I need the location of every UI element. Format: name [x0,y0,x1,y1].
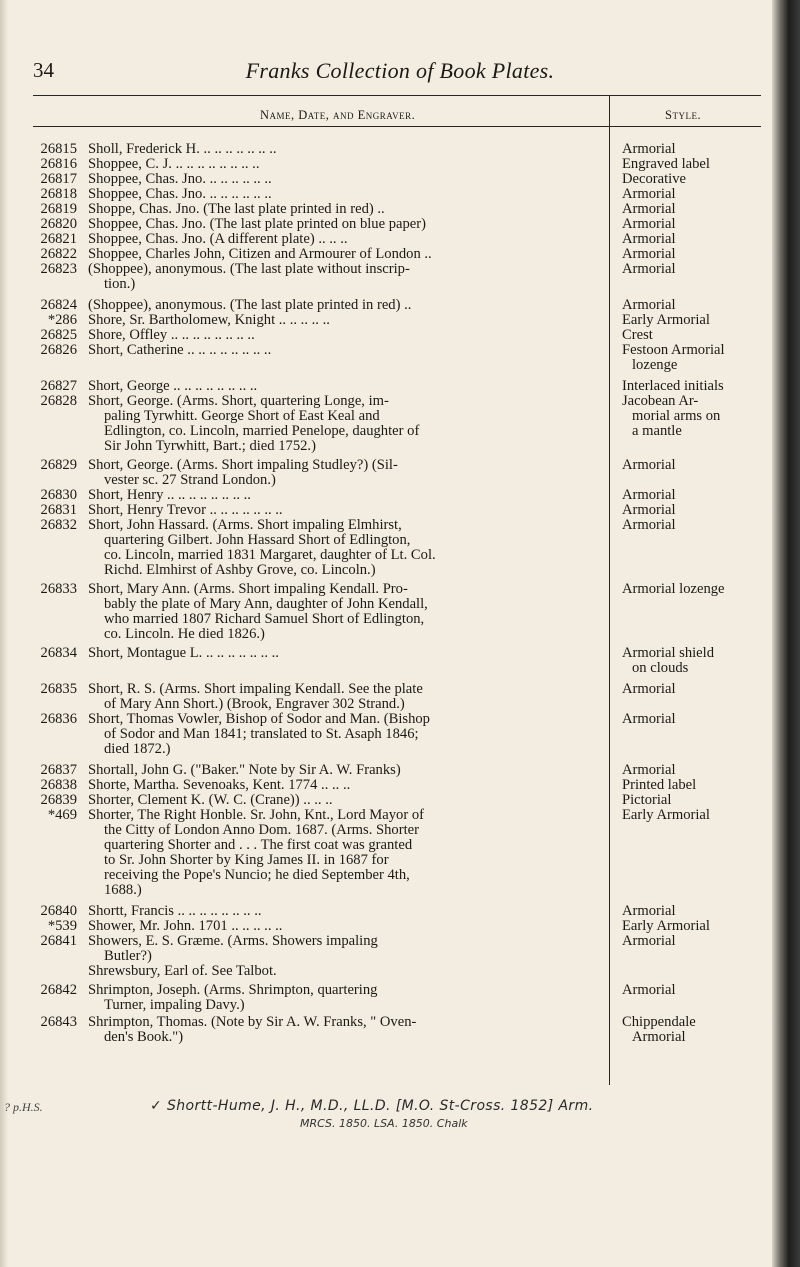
entry-style [622,142,782,157]
entry-description [88,172,596,187]
entry-row [0,313,800,328]
entry-description [88,808,596,898]
entry-row [0,247,800,262]
entry-number: 26838 [40,777,77,793]
entry-number: 26843 [40,1014,77,1030]
entry-number: 26831 [40,502,77,518]
entry-description [88,232,596,247]
entry-style-line: a mantle [632,423,682,439]
header-bottom-rule [33,126,761,127]
entry-number: 26822 [40,246,77,262]
entry-description [88,582,596,642]
column-header-style: Style. [665,108,702,122]
entry-row [0,808,800,898]
entry-description-line: Shortt, Francis .. .. .. .. .. .. .. .. [88,903,262,919]
margin-annotation: ? p.H.S. [4,1100,43,1114]
entry-style [622,1015,782,1045]
entry-description-line: Shower, Mr. John. 1701 .. .. .. .. .. [88,918,283,934]
entry-description-line: (Shoppee), anonymous. (The last plate printed in red) .. [88,297,412,313]
entry-description-line: Butler?) [104,948,152,964]
entry-number: 26842 [40,982,77,998]
entry-row [0,582,800,642]
entry-description [88,343,596,358]
entry-description-line: quartering Shorter and . . . The first coat was granted [104,837,413,853]
entry-row [0,328,800,343]
entry-style [622,394,782,439]
entry-row [0,262,800,292]
entry-description [88,646,596,661]
entry-style-line: Armorial [622,711,676,727]
entry-description [88,187,596,202]
entry-style-line: Armorial [622,517,676,533]
entry-style [622,582,782,597]
entry-style [622,217,782,232]
entry-number: 26830 [40,487,77,503]
entry-description [88,503,596,518]
column-header-name: Name, Date, and Engraver. [260,108,416,122]
entry-row [0,778,800,793]
entry-description-line: Shoppee, Chas. Jno. (A different plate) .. .. .. [88,231,348,247]
entry-row [0,187,800,202]
entry-number: 26840 [40,903,77,919]
entry-style-line: Armorial [622,261,676,277]
entry-row [0,202,800,217]
entry-description-line: Shore, Sr. Bartholomew, Knight .. .. .. .. .. [88,312,330,328]
entry-row [0,142,800,157]
entry-style [622,793,782,808]
entry-style [622,247,782,262]
entry-row [0,379,800,394]
entry-number: 26829 [40,457,77,473]
entry-number: 26835 [40,681,77,697]
entry-number: 26821 [40,231,77,247]
entry-row [0,217,800,232]
entry-style-line: Armorial [622,903,676,919]
entry-style [622,763,782,778]
entry-description [88,328,596,343]
entry-description-line: Shoppee, Chas. Jno. .. .. .. .. .. .. [88,171,272,187]
entry-number: 26818 [40,186,77,202]
page-header [0,58,800,88]
entry-row [0,904,800,919]
entry-row [0,919,800,934]
entry-description-line: Sir John Tyrwhitt, Bart.; died 1752.) [104,438,316,454]
entry-number: 26836 [40,711,77,727]
entry-description-line: (Shoppee), anonymous. (The last plate without inscrip- [88,261,410,277]
entry-description-line: of Sodor and Man 1841; translated to St. Asaph 1846; [104,726,419,742]
entry-description [88,217,596,232]
entry-description [88,712,596,757]
entry-description-line: receiving the Pope's Nuncio; he died September 4th, [104,867,410,883]
entry-number: 26833 [40,581,77,597]
entry-style-line: Armorial [622,246,676,262]
entry-description [88,458,596,488]
entry-style [622,919,782,934]
entry-style-line: Crest [622,327,653,343]
entry-style-line: Armorial [622,762,676,778]
entry-description-line: Short, Henry Trevor .. .. .. .. .. .. .. [88,502,283,518]
entry-row [0,934,800,979]
entry-row [0,157,800,172]
entry-number: *469 [47,807,77,823]
entry-style [622,488,782,503]
entry-description-line: to Sr. John Shorter by King James II. in 1687 for [104,852,389,868]
entry-style-line: Armorial [622,457,676,473]
entry-description [88,142,596,157]
entry-style [622,934,782,949]
entry-style-line: Armorial [632,1029,686,1045]
entry-style [622,343,782,373]
entry-description-line: Shoppee, C. J. .. .. .. .. .. .. .. .. [88,156,260,172]
entry-style-line: Decorative [622,171,687,187]
entry-description-line: Short, John Hassard. (Arms. Short impaling Elmhirst, [88,517,402,533]
entry-description-line: who married 1807 Richard Samuel Short of Edlington, [104,611,425,627]
entry-style [622,458,782,473]
entry-style [622,172,782,187]
entry-row [0,503,800,518]
entry-description-line: tion.) [104,276,136,292]
entry-style [622,298,782,313]
entry-description-line: Shortall, John G. ("Baker." Note by Sir A. W. Franks) [88,762,401,778]
entry-style [622,904,782,919]
entry-description [88,313,596,328]
entry-description-line: Short, George .. .. .. .. .. .. .. .. [88,378,258,394]
entry-row [0,298,800,313]
entry-description-line: died 1872.) [104,741,171,757]
entry-style-line: Early Armorial [622,312,710,328]
entry-description-line: Shore, Offley .. .. .. .. .. .. .. .. [88,327,255,343]
entry-style-line: Armorial [622,231,676,247]
entry-description [88,488,596,503]
entry-style [622,682,782,697]
entry-description [88,983,596,1013]
entry-description-line: co. Lincoln. He died 1826.) [104,626,265,642]
entry-number: 26832 [40,517,77,533]
entry-row [0,983,800,1013]
entry-style-line: lozenge [632,357,678,373]
entry-row [0,646,800,676]
entry-description-line: den's Book.") [104,1029,184,1045]
entry-description-line: Sholl, Frederick H. .. .. .. .. .. .. .. [88,141,277,157]
page-edge-shadow [772,0,800,1267]
entry-description-line: Richd. Elmhirst of Ashby Grove, co. Lincoln.) [104,562,376,578]
entry-style-line: Chippendale [622,1014,696,1030]
entry-description [88,682,596,712]
entry-style-line: Armorial [622,201,676,217]
entry-description-line: bably the plate of Mary Ann, daughter of John Kendall, [104,596,428,612]
handwritten-note-2: MRCS. 1850. LSA. 1850. Chalk [300,1117,468,1130]
entry-description-line: Shoppee, Charles John, Citizen and Armourer of London .. [88,246,432,262]
entry-style [622,379,782,394]
entry-description-line: Shorter, The Right Honble. Sr. John, Knt., Lord Mayor of [88,807,424,823]
entry-row [0,232,800,247]
entry-style [622,232,782,247]
entry-row [0,343,800,373]
entry-description-line: vester sc. 27 Strand London.) [104,472,276,488]
entry-row [0,488,800,503]
entry-row [0,793,800,808]
page-number: 34 [33,58,54,82]
entry-description-line: Shoppee, Chas. Jno. (The last plate printed on blue paper) [88,216,427,232]
entry-description-line: 1688.) [104,882,142,898]
entry-row [0,172,800,187]
entry-style-line: Armorial [622,297,676,313]
entry-style-line: Armorial [622,141,676,157]
entry-style-line: Armorial [622,502,676,518]
entry-description-line: the Citty of London Anno Dom. 1687. (Arms. Shorter [104,822,419,838]
entry-row [0,518,800,578]
entry-number: 26834 [40,645,77,661]
entry-description-line: Shoppee, Chas. Jno. .. .. .. .. .. .. [88,186,272,202]
entry-description-line: Shrewsbury, Earl of. See Talbot. [88,963,277,979]
entry-number: 26819 [40,201,77,217]
entry-number: 26827 [40,378,77,394]
entry-number: 26816 [40,156,77,172]
entry-style [622,503,782,518]
entry-description-line: Short, Mary Ann. (Arms. Short impaling Kendall. Pro- [88,581,408,597]
entry-style-line: Armorial lozenge [622,581,725,597]
entry-number: 26837 [40,762,77,778]
entry-description [88,262,596,292]
entry-row [0,1015,800,1045]
entry-description-line: Short, George. (Arms. Short impaling Studley?) (Sil- [88,457,398,473]
entry-description-line: of Mary Ann Short.) (Brook, Engraver 302 Strand.) [104,696,405,712]
entry-description-line: Shrimpton, Joseph. (Arms. Shrimpton, quartering [88,982,378,998]
entry-style [622,202,782,217]
entry-description-line: Showers, E. S. Græme. (Arms. Showers impaling [88,933,378,949]
entry-row [0,712,800,757]
entry-style-line: Pictorial [622,792,672,808]
entry-style [622,157,782,172]
entry-description [88,793,596,808]
entry-description [88,1015,596,1045]
entry-style-line: Jacobean Ar- [622,393,699,409]
entry-description-line: Shrimpton, Thomas. (Note by Sir A. W. Franks, " Oven- [88,1014,417,1030]
entry-number: *539 [47,918,77,934]
entry-style [622,646,782,676]
running-title: Franks Collection of Book Plates. [245,58,555,83]
entry-style-line: Festoon Armorial [622,342,725,358]
entry-description-line: Shorte, Martha. Sevenoaks, Kent. 1774 .. .. .. [88,777,351,793]
entry-description [88,247,596,262]
entry-description [88,778,596,793]
entry-number: 26815 [40,141,77,157]
entry-description-line: Turner, impaling Davy.) [104,997,245,1013]
entry-number: 26820 [40,216,77,232]
entry-description-line: Edlington, co. Lincoln, married Penelope, daughter of [104,423,420,439]
entry-description-line: paling Tyrwhitt. George Short of East Keal and [104,408,380,424]
entry-description-line: Shorter, Clement K. (W. C. (Crane)) .. .. .. [88,792,333,808]
entry-number: 26826 [40,342,77,358]
entry-style-line: Armorial shield [622,645,715,661]
entry-number: 26823 [40,261,77,277]
entry-description-line: Short, Catherine .. .. .. .. .. .. .. .. [88,342,272,358]
entries-list [0,142,800,1045]
entry-description [88,394,596,454]
entry-description [88,919,596,934]
entry-style-line: Printed label [622,777,697,793]
entry-style-line: Early Armorial [622,918,710,934]
entry-description-line: co. Lincoln, married 1831 Margaret, daughter of Lt. Col. [104,547,436,563]
entry-description-line: Short, George. (Arms. Short, quartering Longe, im- [88,393,389,409]
entry-style-line: Armorial [622,982,676,998]
entry-description-line: Short, Henry .. .. .. .. .. .. .. .. [88,487,251,503]
entry-row [0,394,800,454]
entry-description-line: quartering Gilbert. John Hassard Short of Edlington, [104,532,411,548]
entry-style-line: Armorial [622,681,676,697]
entry-description [88,157,596,172]
entry-number: 26817 [40,171,77,187]
entry-style-line: Early Armorial [622,807,710,823]
entry-number: 26841 [40,933,77,949]
entry-style-line: on clouds [632,660,689,676]
entry-style [622,778,782,793]
entry-description [88,202,596,217]
entry-description-line: Short, Thomas Vowler, Bishop of Sodor and Man. (Bishop [88,711,430,727]
entry-description-line: Short, Montague L. .. .. .. .. .. .. .. [88,645,279,661]
entry-style [622,712,782,727]
entry-style [622,808,782,823]
entry-style-line: morial arms on [632,408,721,424]
entry-style-line: Armorial [622,487,676,503]
entry-description [88,904,596,919]
entry-description [88,298,596,313]
entry-style [622,518,782,533]
entry-description [88,763,596,778]
entry-style [622,187,782,202]
entry-description [88,934,596,979]
entry-style [622,262,782,277]
entry-number: *286 [47,312,77,328]
entry-row [0,458,800,488]
entry-description [88,518,596,578]
entry-number: 26828 [40,393,77,409]
entry-description-line: Short, R. S. (Arms. Short impaling Kendall. See the plate [88,681,423,697]
header-top-rule [33,95,761,96]
entry-style-line: Interlaced initials [622,378,724,394]
entry-row [0,682,800,712]
entry-style-line: Engraved label [622,156,710,172]
entry-description [88,379,596,394]
entry-number: 26824 [40,297,77,313]
entry-style [622,313,782,328]
entry-number: 26839 [40,792,77,808]
entry-style [622,983,782,998]
entry-number: 26825 [40,327,77,343]
entry-row [0,763,800,778]
entry-style-line: Armorial [622,186,676,202]
entry-style-line: Armorial [622,933,676,949]
entry-style [622,328,782,343]
entry-description-line: Shoppe, Chas. Jno. (The last plate printed in red) .. [88,201,385,217]
entry-style-line: Armorial [622,216,676,232]
handwritten-note: ✓ Shortt-Hume, J. H., M.D., LL.D. [M.O. St-Cross. 1852] Arm. [150,1098,594,1114]
